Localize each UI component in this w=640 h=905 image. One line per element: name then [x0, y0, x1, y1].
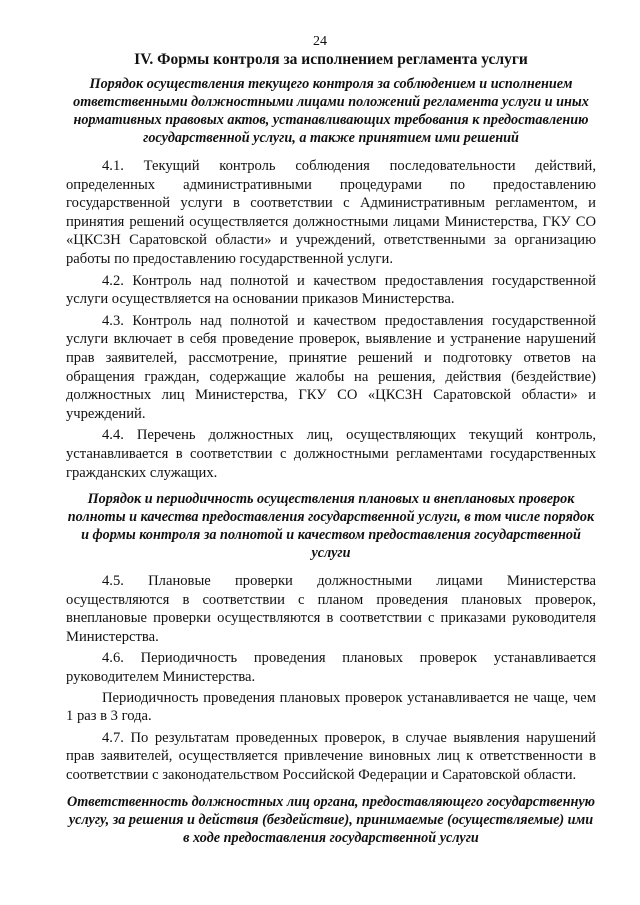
subheading-inspections: Порядок и периодичность осуществления плановых и внеплановых проверок полноты и качества предоставления государственной услуги, в том числе порядок и формы контроля за полнотой и качеством предоставления государственной услуги	[67, 491, 595, 562]
paragraph-4-6-periodicity: Периодичность проведения плановых проверок устанавливается не чаще, чем 1 раз в 3 года.	[66, 689, 596, 725]
paragraph-4-6: 4.6. Периодичность проведения плановых проверок устанавливается руководителем Министерства.	[66, 650, 596, 686]
paragraph-4-1: 4.1. Текущий контроль соблюдения последовательности действий, определенных административными процедурами по предоставлению государственной услуги в соответствии с Административным регламентом, и принятия решений осуществляется должностными лицами Министерства, ГКУ СО «ЦКСЗН Саратовской области» и учреждений, ответственными за организацию работы по предоставлению государственной услуги.	[66, 158, 596, 267]
subheading-responsibility: Ответственность должностных лиц органа, предоставляющего государственную услугу, за решения и действия (бездействие), принимаемые (осуществляемые) ими в ходе предоставления государственной услуги	[67, 793, 595, 846]
paragraph-4-2: 4.2. Контроль над полнотой и качеством предоставления государственной услуги осуществляется на основании приказов Министерства.	[66, 272, 596, 308]
paragraph-4-5: 4.5. Плановые проверки должностными лицами Министерства осуществляются в соответствии с планом проведения плановых проверок, внеплановые проверки осуществляются в соответствии с приказами руководителя Министерства.	[66, 573, 596, 645]
page-content	[66, 50, 596, 847]
paragraph-4-7: 4.7. По результатам проведенных проверок, в случае выявления нарушений прав заявителей, осуществляется привлечение виновных лиц к ответственности в соответствии с законодательством Российской Федерации и Саратовской области.	[66, 729, 596, 784]
paragraph-4-4: 4.4. Перечень должностных лиц, осуществляющих текущий контроль, устанавливается в соответствии с должностными регламентами государственных гражданских служащих.	[66, 427, 596, 481]
section-title: IV. Формы контроля за исполнением регламента услуги	[134, 51, 528, 68]
paragraph-4-3: 4.3. Контроль над полнотой и качеством предоставления государственной услуги включает в себя проведение проверок, выявление и устранение нарушений прав заявителей, рассмотрение, принятие решений и подготовку ответов на обращения граждан, содержащие жалобы на решения, действия (бездействие) должностных лиц Министерства, ГКУ СО «ЦКСЗН Саратовской области» и учреждений.	[66, 312, 596, 422]
subheading-current-control: Порядок осуществления текущего контроля за соблюдением и исполнением ответственными должностными лицами положений регламента услуги и иных нормативных правовых актов, устанавливающих требования к предоставлению государственной услуги, а также принятием ими решений	[73, 76, 589, 146]
page-number: 24	[313, 34, 327, 49]
